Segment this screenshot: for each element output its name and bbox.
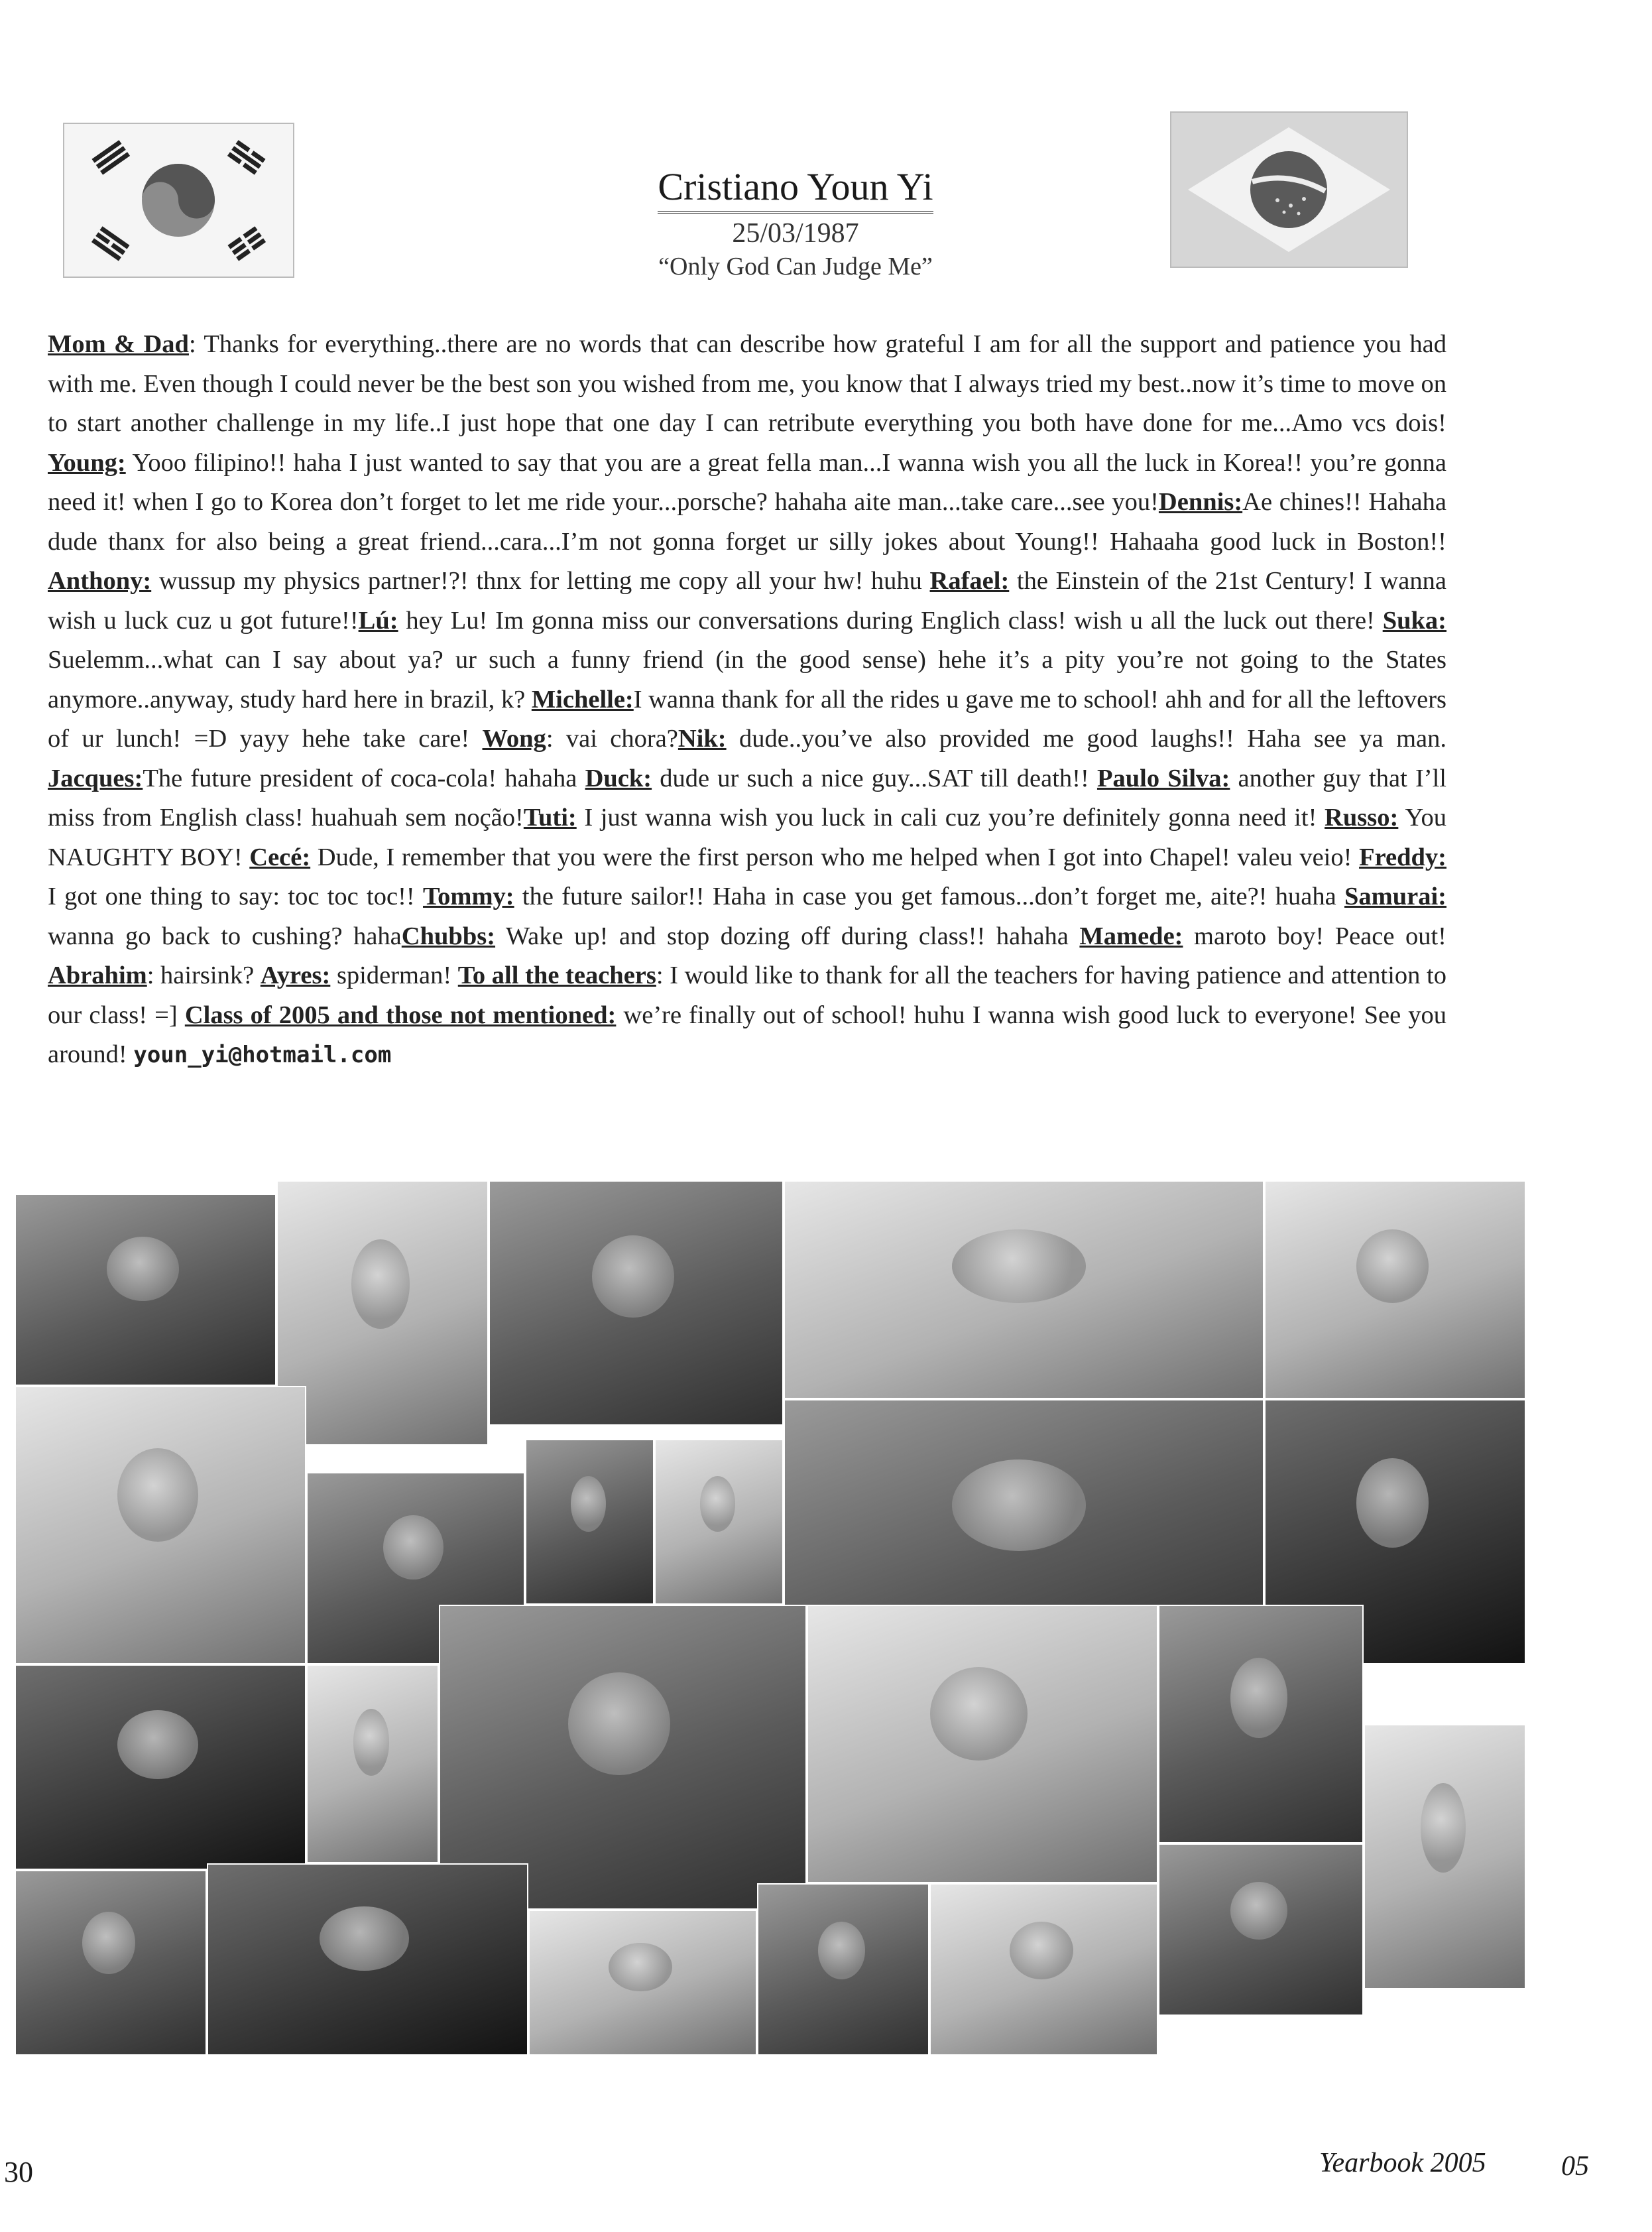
yearbook-label: Yearbook 2005	[1319, 2148, 1486, 2178]
collage-photo	[489, 1180, 784, 1426]
collage-photo	[757, 1883, 929, 2056]
message-name: Michelle:	[531, 685, 634, 713]
collage-photo	[784, 1180, 1264, 1399]
collage-photo	[807, 1605, 1158, 1883]
message-text: I just wanna wish you luck in cali cuz you’re definitely gonna need it!	[576, 804, 1325, 832]
message-name: Wong	[482, 725, 546, 753]
message-name: Mamede:	[1079, 922, 1183, 950]
message-name: Abrahim	[48, 961, 147, 989]
brazil-flag-icon	[1170, 111, 1408, 268]
collage-photo	[15, 1386, 306, 1664]
message-name: Lú:	[358, 606, 398, 635]
message-text: Ae chines!! Hahaha dude thanx for also being a great friend...cara...I’m not gonna forget ur silly jokes about Young!! Hahaaha good luck in Boston!!	[48, 488, 1446, 556]
message-text: Wake up! and stop dozing off during class!! hahaha	[495, 922, 1080, 950]
message-name: To all the teachers	[457, 961, 656, 989]
profile-header	[464, 166, 1127, 281]
message-text: the future sailor!! Haha in case you get famous...don’t forget me, aite?! huaha	[514, 883, 1344, 910]
message-name: Russo:	[1325, 804, 1399, 832]
message-text: : hairsink?	[147, 961, 261, 989]
message-text: we’re finally out of school! huhu I wanna wish good luck to everyone! See you around!	[48, 1001, 1447, 1068]
collage-photo	[1364, 1724, 1526, 1989]
student-name: Cristiano Youn Yi	[658, 166, 933, 214]
collage-photo	[306, 1664, 439, 1863]
message-name: Class of 2005 and those not mentioned:	[184, 1001, 617, 1029]
email-address: youn_yi@hotmail.com	[133, 1042, 392, 1068]
collage-photo	[276, 1180, 489, 1446]
message-text: wussup my physics partner!?! thnx for letting me copy all your hw! huhu	[151, 567, 930, 595]
message-name: Chubbs:	[401, 922, 496, 950]
message-name: Ayres:	[260, 961, 331, 989]
message-text: I wanna thank for all the rides u gave me to school! ahh and for all the leftovers of ur lunch! =D yayy hehe take care!	[48, 685, 1447, 753]
message-text: : Thanks for everything..there are no words that can describe how grateful I am for all the support and patience you had with me. Even though I could never be the best son you wished from me, you know that I always tried my best..now it’s time to move on to start another challenge in my life..I just hope that one day I can retribute everything you both have done for me...Amo vcs dois!	[48, 330, 1446, 437]
message-name: Suka:	[1382, 606, 1446, 635]
message-name: Tommy:	[423, 883, 514, 910]
message-text: Dude, I remember that you were the first person who me helped when I got into Chapel! valeu veio!	[310, 843, 1360, 871]
birth-date: 25/03/1987	[732, 217, 859, 249]
message-name: Nik:	[678, 725, 727, 753]
message-name: Paulo Silva:	[1096, 764, 1230, 792]
message-name: Rafael:	[929, 567, 1010, 595]
collage-photo	[1264, 1180, 1526, 1399]
message-name: Freddy:	[1359, 843, 1446, 871]
message-text: the Einstein of the 21st Century! I wanna wish u luck cuz u got future!!	[48, 567, 1446, 635]
message-text: another guy that I’ll miss from English class! huahuah sem noção!	[48, 764, 1446, 832]
message-text: dude ur such a nice guy...SAT till death!!	[652, 764, 1097, 792]
page-number-right: 05	[1561, 2151, 1589, 2182]
message-text: Yooo filipino!! haha I just wanted to say that you are a great fella man...I wanna wish you all the luck in Korea!! you’re gonna need it! when I go to Korea don’t forget to let me ride your...porsche? hahaha aite man...take care...see you!	[48, 448, 1446, 516]
message-name: Anthony:	[48, 567, 152, 595]
message-name: Cecé:	[249, 843, 311, 871]
message-name: Young:	[48, 448, 126, 477]
photo-collage	[15, 1180, 1526, 2056]
collage-photo	[525, 1439, 654, 1605]
message-name: Mom & Dad	[48, 330, 189, 358]
collage-photo	[207, 1863, 528, 2056]
collage-photo	[929, 1883, 1158, 2056]
collage-photo	[1158, 1605, 1364, 1843]
collage-photo	[15, 1194, 276, 1386]
page-number-left: 30	[4, 2156, 33, 2188]
message-name: Samurai:	[1344, 883, 1446, 910]
message-text: Suelemm...what can I say about ya? ur such a funny friend (in the good sense) hehe it’s a pity you’re not going to the States anymore..anyway, study hard here in brazil, k?	[48, 646, 1446, 713]
message-text: wanna go back to cushing? haha	[48, 922, 402, 950]
message-name: Duck:	[585, 764, 652, 792]
message-text: The future president of coca-cola! hahaha	[143, 764, 585, 792]
message-text: hey Lu! Im gonna miss our conversations during Englich class! wish u all the luck out there!	[398, 606, 1383, 635]
personal-quote: “Only God Can Judge Me”	[658, 252, 933, 280]
message-name: Jacques:	[48, 764, 143, 792]
message-name: Tuti:	[523, 804, 577, 832]
message-name: Dennis:	[1158, 488, 1243, 516]
message-text: I got one thing to say: toc toc toc!!	[48, 883, 423, 910]
message-text: : I would like to thank for all the teachers for having patience and attention to our class! =]	[48, 961, 1446, 1029]
message-text: dude..you’ve also provided me good laughs!! Haha see ya man.	[726, 725, 1446, 753]
message-text: You NAUGHTY BOY!	[48, 804, 1446, 871]
message-text: maroto boy! Peace out!	[1183, 922, 1447, 950]
collage-photo	[15, 1664, 306, 1870]
south-korea-flag-icon	[63, 123, 294, 278]
collage-photo	[1158, 1843, 1364, 2016]
collage-photo	[528, 1910, 757, 2056]
collage-photo	[654, 1439, 784, 1605]
farewell-message	[48, 325, 1446, 1076]
message-text: : vai chora?	[546, 725, 678, 753]
collage-photo	[15, 1870, 207, 2056]
message-text: spiderman!	[330, 961, 458, 989]
